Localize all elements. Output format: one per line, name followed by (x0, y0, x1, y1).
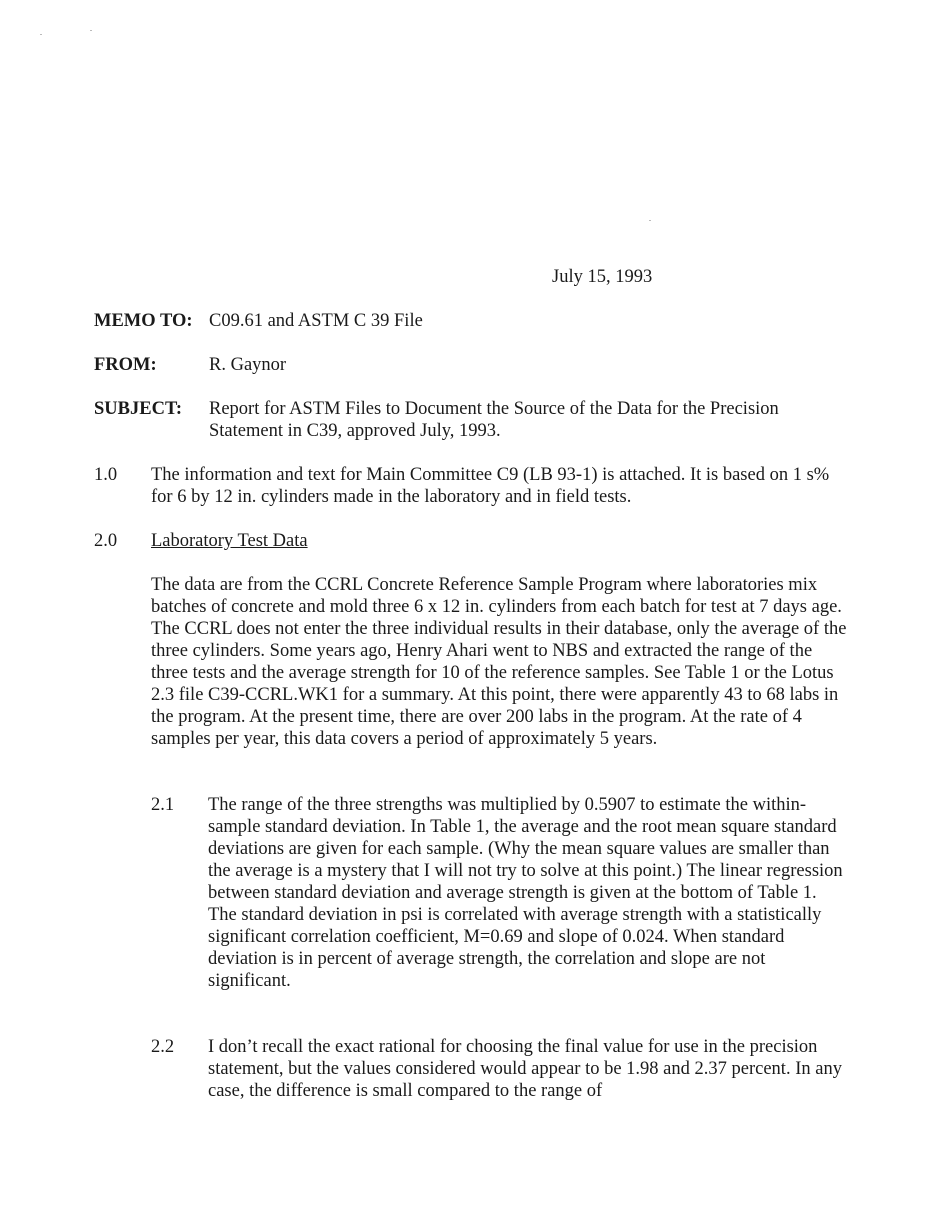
memo-to-value: C09.61 and ASTM C 39 File (209, 311, 423, 331)
scan-speck (649, 220, 651, 221)
section-2-1-text (208, 794, 844, 992)
section-2-paragraph: The data are from the CCRL Concrete Reference Sample Program where laboratories mix batches of concrete and mold three 6 x 12 in. cylinders from each batch for test at 7 days age. The CCRL does not enter the three individual results in their database, only the average of the three cylinders. Some years ago, Henry Ahari went to NBS and extracted the range of the three tests and the average strength for 10 of the reference samples. See Table 1 or the Lotus 2.3 file C39-CCRL.WK1 for a summary. At this point, there were apparently 43 to 68 labs in the program. At the present time, there are over 200 labs in the program. At the rate of 4 samples per year, this data covers a period of approximately 5 years. (151, 575, 847, 749)
section-2-2-text (208, 1036, 844, 1102)
memo-subject-row (94, 398, 779, 441)
memo-from-row (94, 354, 287, 376)
memo-subject-label: SUBJECT: (94, 399, 183, 419)
memo-subject-value: Report for ASTM Files to Document the Source of the Data for the Precision Statement in C39, approved July, 1993. (209, 399, 779, 441)
section-2-text (151, 574, 851, 750)
section-2-heading: Laboratory Test Data (151, 531, 308, 551)
memo-date: July 15, 1993 (552, 267, 653, 287)
section-2-2-paragraph: I don’t recall the exact rational for choosing the final value for use in the precision statement, but the values considered would appear to be 1.98 and 2.37 percent. In any case, the difference is small compared to the range of (208, 1037, 842, 1101)
section-2-number: 2.0 (94, 531, 118, 551)
section-1-text (151, 464, 851, 508)
section-1-paragraph: The information and text for Main Committee C9 (LB 93-1) is attached. It is based on 1 s% for 6 by 12 in. cylinders made in the laboratory and in field tests. (151, 465, 830, 507)
memo-from-label: FROM: (94, 355, 157, 375)
section-2-2-number: 2.2 (151, 1037, 175, 1057)
scan-speck (40, 34, 42, 35)
section-2-1-number: 2.1 (151, 795, 175, 815)
section-2-1-paragraph: The range of the three strengths was multiplied by 0.5907 to estimate the within-sample standard deviation. In Table 1, the average and the root mean square standard deviations are given for each sample. (Why the mean square values are smaller than the average is a mystery that I will not try to solve at this point.) The linear regression between standard deviation and average strength is given at the bottom of Table 1. The standard deviation in psi is correlated with average strength with a statistically significant correlation coefficient, M=0.69 and slope of 0.024. When standard deviation is in percent of average strength, the correlation and slope are not significant. (208, 795, 843, 991)
scan-speck (90, 30, 92, 31)
memo-from-value: R. Gaynor (209, 355, 287, 375)
section-1-number: 1.0 (94, 465, 118, 485)
section-2-heading-wrap (151, 530, 851, 552)
memo-to-label: MEMO TO: (94, 311, 193, 331)
memo-to-row (94, 310, 423, 332)
